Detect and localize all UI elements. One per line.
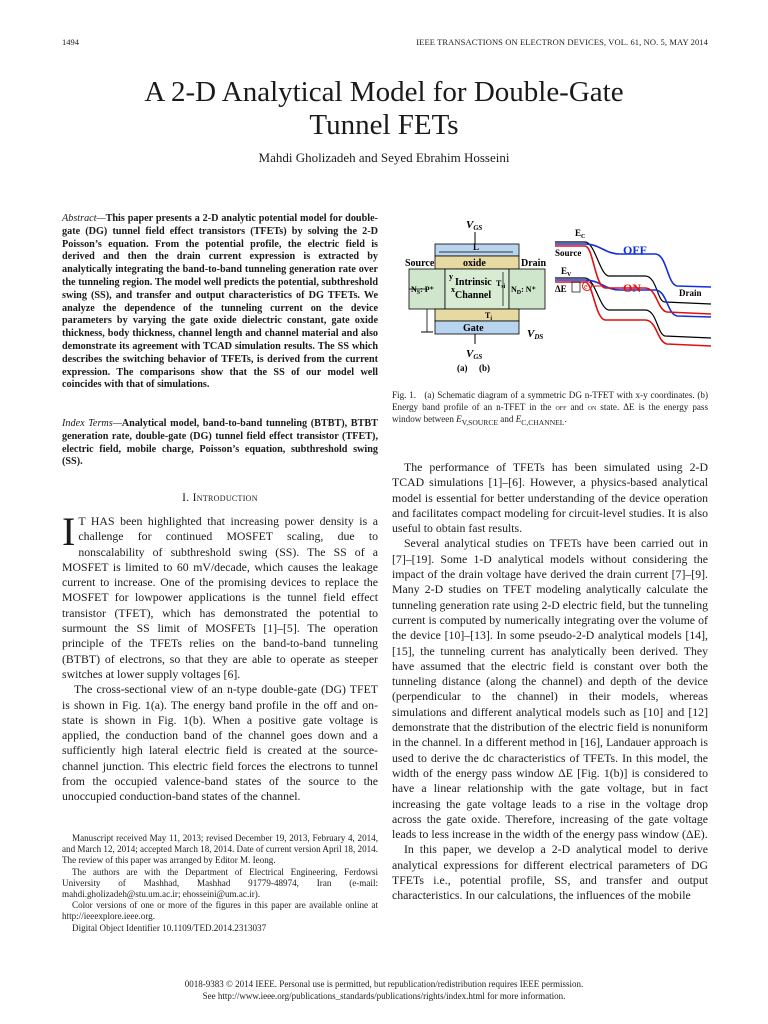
journal-header: IEEE TRANSACTIONS ON ELECTRON DEVICES, VOL. 61, NO. 5, MAY 2014 [416, 37, 708, 47]
figure-1 [395, 214, 711, 374]
caption-and: and [570, 402, 584, 412]
right-paragraph-1: The performance of TFETs has been simulated using 2-D TCAD simulations [1]–[6]. However, a physics-based analytical model is essential for better understanding of the device operation and facilitates compact modeling for circuit-level studies. It is also useful to obtain fast results. [392, 460, 708, 536]
section-heading: I. Introduction [182, 492, 258, 504]
off-label: OFF [623, 243, 647, 257]
ec-label: $E_C$ [575, 228, 586, 240]
caption-text-b: state. ΔE is the energy pass window between [392, 402, 709, 424]
authors: Mahdi Gholizadeh and Seyed Ebrahim Hosseini [258, 150, 510, 165]
abstract-text: This paper presents a 2-D analytic potential model for double-gate (DG) tunnel field effect transistors (TFETs) by solving the 2-D Poisson’s equation. From the potential profile, the electric field is derived and then the drain current expression is extracted by analytically integrating the band-to-band tunneling generation rate over the tunneling region. The model well predicts the potential, subthreshold swing (SS), and transfer and output characteristics of DG TFETs. We analyze the dependence of the tunneling current on the device parameters by varying the gate oxide dielectric constant, gate oxide thickness, body thickness, channel length and channel material and also demonstrate its agreement with TCAD simulation results. The SS which describes the switching behavior of TFETs, is derived from the current expression. The comparisons show that the SS of our model well coincides with that of simulations. [62, 213, 378, 391]
intro-paragraph-1 [62, 509, 378, 682]
page-number: 1494 [62, 37, 79, 47]
intrinsic-label: Intrinsic [455, 277, 492, 288]
intro-paragraph-2: The cross-sectional view of an n-type double-gate (DG) TFET is shown in Fig. 1(a). The energy band profile in the off and on-state is shown in Fig. 1(b). When a positive gate voltage is applied, the conduction band of the channel goes down and a sufficiently high lateral electric field is created at the source-channel junction. This electric field forces the electrons to tunnel from the occupied valence-band states of the source to the unoccupied conduction-band states of the channel. [62, 682, 378, 804]
copyright-line-2: See http://www.ieee.org/publications_standards/publications/rights/index.html for more information. [202, 991, 566, 1001]
vds-label: VDS [527, 328, 544, 341]
electron-label: e [584, 282, 588, 291]
caption-text-a: (a) Schematic diagram of a symmetric DG n-TFET with x-y coordinates. (b) Energy band profile of an n-TFET in the [392, 390, 709, 412]
bottom-oxide [435, 309, 519, 321]
footnote-doi: Digital Object Identifier 10.1109/TED.2014.2313037 [72, 922, 267, 933]
abstract-label: Abstract— [62, 213, 106, 224]
caption-ec-channel: $E_{C,CHANNEL}$ [515, 414, 565, 427]
index-terms [62, 418, 378, 469]
drop-cap: I [62, 509, 76, 554]
footnote-color: Color versions of one or more of the figures in this paper are available online at http://ieeexplore.ieee.org. [62, 900, 378, 922]
caption-end: . [564, 414, 567, 424]
source-doping: $N_S$: P⁺ [411, 285, 434, 296]
right-paragraph-2: Several analytical studies on TFETs have been carried out in [7]–[19]. Some 1-D analytical models without considering the impact of the drain voltage have derived the drain current [7]–[9]. Many 2-D studies on TFET modeling analytically calculate the tunneling generation rate using 2-D electric field, but the tunneling current is computed by numerically integrating over the volume of the device [10]–[13]. In some pseudo-2-D analytical models [14], [15], the tunneling current has analytically been derived. They have assumed that the electric field is constant over both the tunneling distance (along the channel) and depth of the device (perpendicular to the channel) in their models, whereas simulations and different analytical models such as [10] and [12] demonstrate that the distribution of the electric field is nonuniform in the channel. In a different method in [16], Landauer approach is used to derive the dc characteristics of TFETs. In this model, the width of the energy pass window ΔE [Fig. 1(b)] is considered to have a linear relationship with the gate voltage, but in fact increasing the gate voltage leads to a rise in the voltage drop across the gate oxide. Therefore, increasing of the gate voltage leads to less increase in the width of the energy pass window (ΔE). [392, 536, 708, 842]
caption-off: off [555, 402, 567, 412]
ti-label: $T_i$ [485, 311, 493, 322]
abstract [62, 213, 378, 392]
gate-label: Gate [463, 323, 484, 334]
title-line-1: A 2-D Analytical Model for Double-Gate [144, 76, 624, 108]
vgs-top-label: VGS [466, 219, 483, 232]
figure-1-svg [395, 214, 711, 374]
label-b: (b) [479, 363, 490, 373]
footnote-authors: The authors are with the Department of Electrical Engineering, Ferdowsi University of Mashhad, Mashhad 91779-48974, Iran (e-mail: mahdi.gholizadeh@stu.um.ac.ir; ehosseini@um.ac.ir). [62, 866, 378, 900]
band-drain-label: Drain [679, 288, 702, 298]
right-column-text [392, 460, 708, 904]
ev-label: $E_V$ [561, 266, 572, 278]
footnotes [62, 833, 378, 934]
copyright-line-1: 0018-9383 © 2014 IEEE. Personal use is permitted, but republication/redistribution requires IEEE permission. [184, 979, 584, 989]
intro-p1-text: T HAS been highlighted that increasing power density is a challenge for continued MOSFET scaling, due to nonscalability of subthreshold swing (SS). The SS of a MOSFET is limited to 60 mV/decade, which causes the leakage current to increase. One of the promising devices to replace the MOSFET for lowpower applications is the tunnel field effect transistor (TFET), which has demonstrated the potential to surmount the SS limit of MOSFETs [1]–[5]. The operation principle of the TFETs relies on the band-to-band tunneling (BTBT) of electrons, so that they are able to operate as steeper switches at lower supply voltages [6]. [62, 514, 378, 681]
vgs-bottom-label: VGS [466, 348, 483, 361]
drain-doping: $N_D$: N⁺ [511, 285, 536, 296]
index-terms-label: Index Terms— [62, 418, 122, 429]
title-line-2: Tunnel FETs [309, 109, 459, 141]
intro-text [62, 509, 378, 805]
band-source-label: Source [555, 248, 582, 258]
oxide-label: oxide [463, 258, 486, 269]
y-axis-label: y [449, 272, 453, 281]
right-paragraph-3: In this paper, we develop a 2-D analytical model to derive analytical expressions for different electrical parameters of DG TFETs i.e., potential profile, SS, and transfer and output characteristics. In our calculations, the influences of the mobile [392, 842, 708, 903]
length-label: L [473, 242, 480, 252]
caption-ev-source: $E_{V,SOURCE}$ [456, 414, 499, 427]
footnote-received: Manuscript received May 11, 2013; revised December 19, 2013, February 4, 2014, and March 12, 2014; accepted March 18, 2014. Date of current version April 18, 2014. The review of this paper was arranged by Editor M. Ieong. [62, 833, 378, 866]
caption-fig-label: Fig. 1. [392, 390, 417, 400]
x-axis-label: x [451, 285, 455, 294]
copyright-notice [0, 978, 768, 1002]
index-terms-text: Analytical model, band-to-band tunneling (BTBT), BTBT generation rate, double-gate (DG) tunnel field effect transistor (TFET), electric field, mobile charge, Poisson’s equation, subthreshold swing (SS). [62, 418, 378, 468]
source-label: Source [405, 258, 435, 269]
caption-on: on [587, 402, 597, 412]
delta-e-label: ΔE [555, 284, 567, 294]
caption-and-2: and [500, 414, 514, 424]
tsi-label: $T_{si}$ [496, 279, 506, 290]
figure-caption [392, 389, 708, 429]
channel-label: Channel [455, 290, 492, 301]
page-title [0, 76, 768, 142]
label-a: (a) [457, 363, 468, 373]
drain-label: Drain [521, 258, 546, 269]
on-label: ON [623, 281, 641, 295]
